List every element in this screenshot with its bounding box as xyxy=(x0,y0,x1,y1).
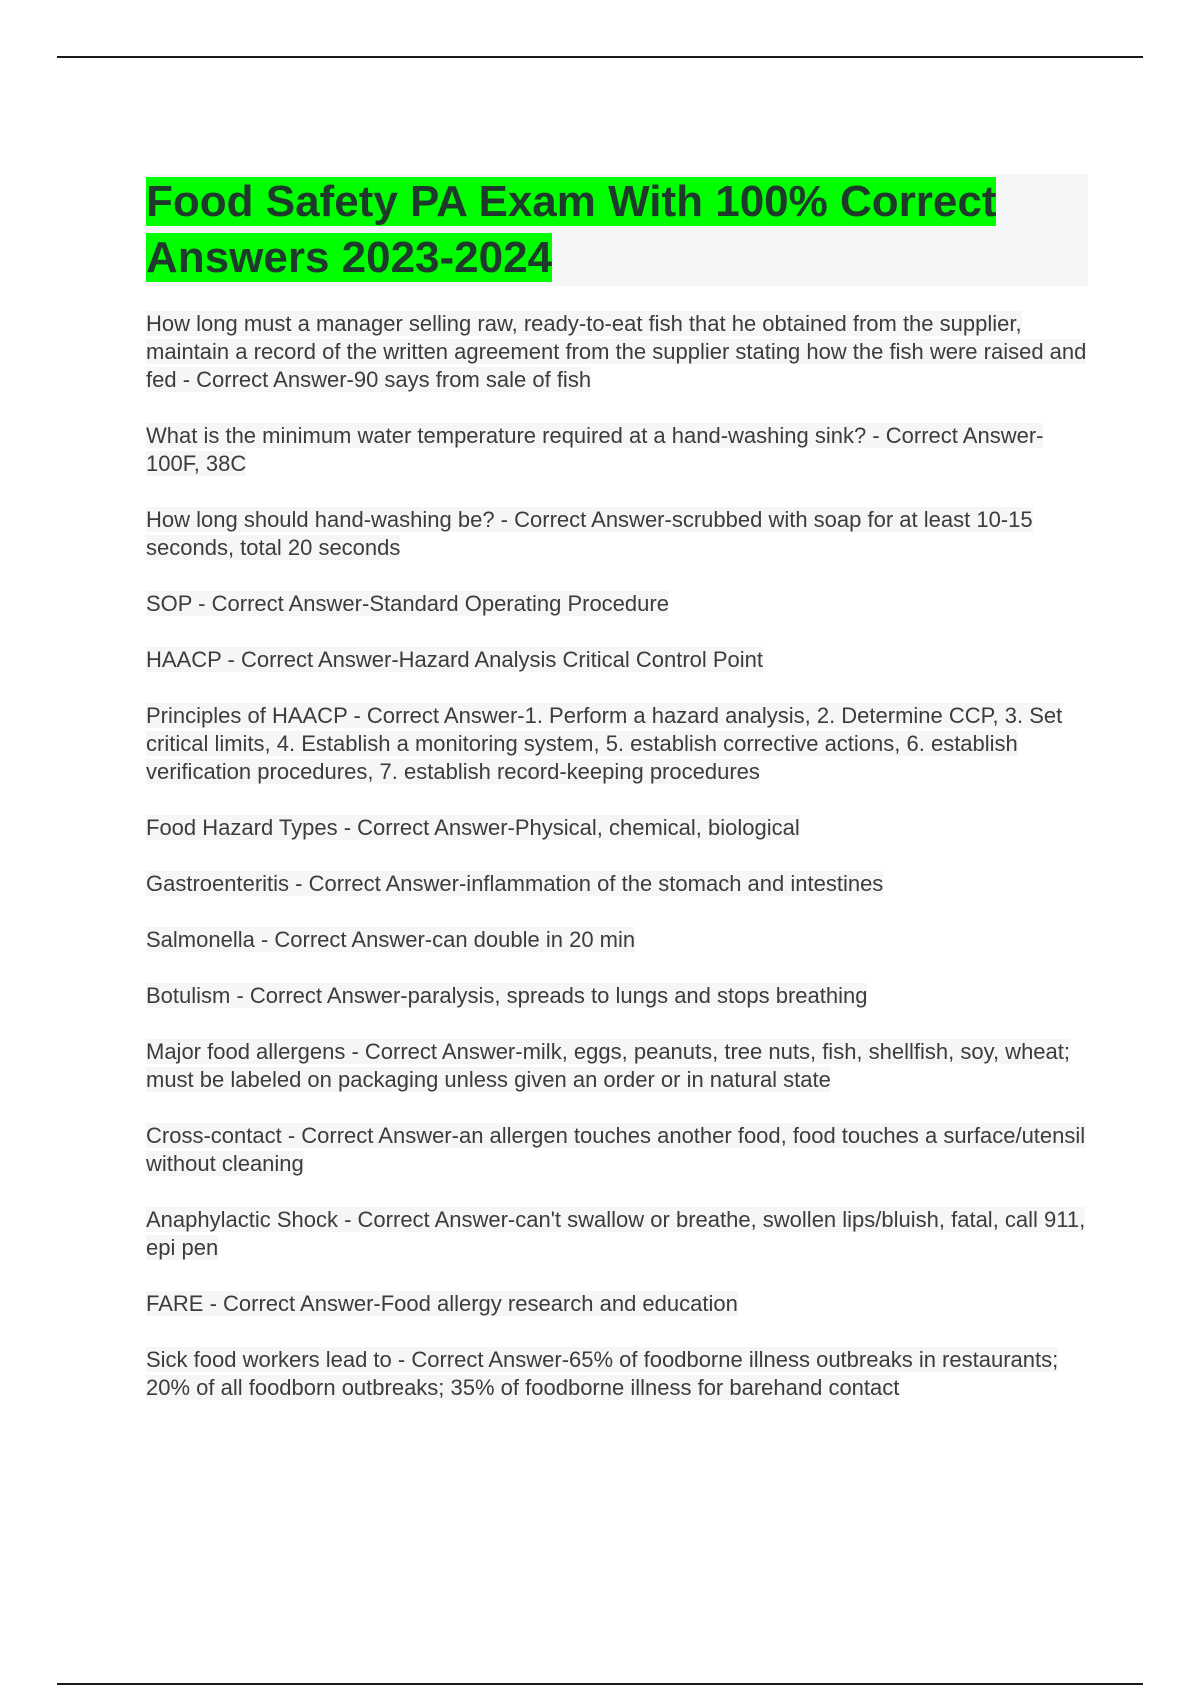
qa-item-7 xyxy=(146,814,1088,842)
qa-item-1 xyxy=(146,310,1088,394)
document-body xyxy=(146,174,1088,1430)
qa-item-4 xyxy=(146,590,1088,618)
qa-item-text: HAACP - Correct Answer-Hazard Analysis Critical Control Point xyxy=(146,647,764,672)
title-block xyxy=(146,174,1088,286)
qa-item-text: Cross-contact - Correct Answer-an allergen touches another food, food touches a surface/utensil without cleaning xyxy=(146,1123,1086,1176)
qa-item-text: How long should hand-washing be? - Correct Answer-scrubbed with soap for at least 10-15 seconds, total 20 seconds xyxy=(146,507,1033,560)
qa-item-text: SOP - Correct Answer-Standard Operating Procedure xyxy=(146,591,669,616)
qa-item-text: What is the minimum water temperature required at a hand-washing sink? - Correct Answer-100F, 38C xyxy=(146,423,1044,476)
qa-item-text: FARE - Correct Answer-Food allergy research and education xyxy=(146,1291,738,1316)
bottom-rule xyxy=(57,1683,1143,1685)
qa-item-3 xyxy=(146,506,1088,562)
document-title xyxy=(146,174,1088,286)
qa-item-10 xyxy=(146,982,1088,1010)
qa-item-text: Botulism - Correct Answer-paralysis, spreads to lungs and stops breathing xyxy=(146,983,868,1008)
qa-item-12 xyxy=(146,1122,1088,1178)
qa-item-13 xyxy=(146,1206,1088,1262)
qa-item-2 xyxy=(146,422,1088,478)
qa-item-text: Food Hazard Types - Correct Answer-Physical, chemical, biological xyxy=(146,815,800,840)
qa-item-15 xyxy=(146,1346,1088,1402)
qa-item-14 xyxy=(146,1290,1088,1318)
qa-item-8 xyxy=(146,870,1088,898)
qa-item-9 xyxy=(146,926,1088,954)
qa-item-5 xyxy=(146,646,1088,674)
qa-item-text: Anaphylactic Shock - Correct Answer-can't swallow or breathe, swollen lips/bluish, fatal, call 911, epi pen xyxy=(146,1207,1086,1260)
top-rule xyxy=(57,56,1143,58)
qa-item-6 xyxy=(146,702,1088,786)
qa-item-11 xyxy=(146,1038,1088,1094)
qa-item-text: Gastroenteritis - Correct Answer-inflammation of the stomach and intestines xyxy=(146,871,884,896)
qa-item-text: Principles of HAACP - Correct Answer-1. Perform a hazard analysis, 2. Determine CCP, 3. Set critical limits, 4. Establish a monitoring system, 5. establish corrective actions, 6. establish verification procedures, 7. establish record-keeping procedures xyxy=(146,703,1063,784)
document-title-text: Food Safety PA Exam With 100% Correct Answers 2023-2024 xyxy=(146,177,997,282)
qa-item-text: Major food allergens - Correct Answer-milk, eggs, peanuts, tree nuts, fish, shellfish, soy, wheat; must be labeled on packaging unless given an order or in natural state xyxy=(146,1039,1070,1092)
qa-list xyxy=(146,310,1088,1402)
qa-item-text: Sick food workers lead to - Correct Answer-65% of foodborne illness outbreaks in restaurants; 20% of all foodborn outbreaks; 35% of foodborne illness for barehand contact xyxy=(146,1347,1059,1400)
qa-item-text: Salmonella - Correct Answer-can double in 20 min xyxy=(146,927,636,952)
qa-item-text: How long must a manager selling raw, ready-to-eat fish that he obtained from the supplier, maintain a record of the written agreement from the supplier stating how the fish were raised and fed - Correct Answer-90 says from sale of fish xyxy=(146,311,1087,392)
